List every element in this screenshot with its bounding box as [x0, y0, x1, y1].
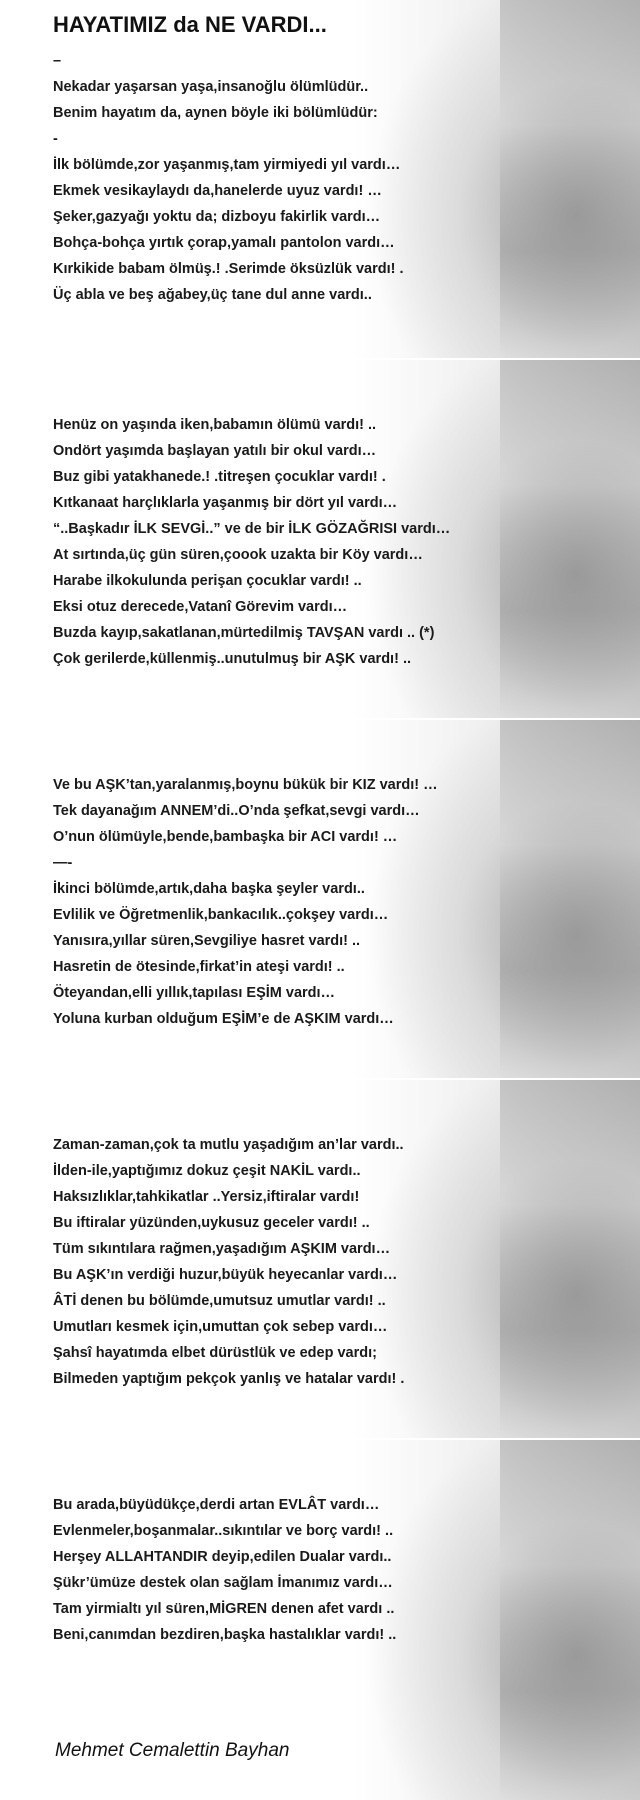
poem-line: Tüm sıkıntılara rağmen,yaşadığım AŞKIM vardı… — [53, 1241, 391, 1257]
poem-line: Çok gerilerde,küllenmiş..unutulmuş bir AŞK vardı! .. — [53, 651, 412, 667]
poem-panel-5 — [0, 1440, 640, 1800]
poem-line: Öteyandan,elli yıllık,tapılası EŞİM vardı… — [53, 985, 336, 1001]
poem-line: At sırtında,üç gün süren,çoook uzakta bir Köy vardı… — [53, 547, 423, 563]
poem-line: Harabe ilkokulunda perişan çocuklar vardı! .. — [53, 573, 362, 589]
stanza-1 — [53, 48, 404, 308]
poem-line: Kıtkanaat harçlıklarla yaşanmış bir dört yıl vardı… — [53, 495, 398, 511]
poem-line: Henüz on yaşında iken,babamın ölümü vardı! .. — [53, 417, 377, 433]
poem-line: —- — [53, 855, 73, 871]
poem-line: Umutları kesmek için,umuttan çok sebep vardı… — [53, 1319, 388, 1335]
poem-title: HAYATIMIZ da NE VARDI... — [53, 12, 327, 37]
stanza-5 — [53, 1492, 396, 1648]
poem-line: İlden-ile,yaptığımız dokuz çeşit NAKİL vardı.. — [53, 1163, 361, 1179]
poem-line: Eksi otuz derecede,Vatanî Görevim vardı… — [53, 599, 348, 615]
poem-line: Ondört yaşımda başlayan yatılı bir okul vardı… — [53, 443, 377, 459]
poem-line: Şahsî hayatımda elbet dürüstlük ve edep vardı; — [53, 1345, 377, 1361]
poem-line: Yoluna kurban olduğum EŞİM’e de AŞKIM vardı… — [53, 1011, 394, 1027]
poem-line: Herşey ALLAHTANDIR deyip,edilen Dualar vardı.. — [53, 1549, 392, 1565]
poem-line: – — [53, 53, 62, 69]
poem-line: O’nun ölümüyle,bende,bambaşka bir ACI vardı! … — [53, 829, 398, 845]
poem-line: Şükr’ümüze destek olan sağlam İmanımız vardı… — [53, 1575, 393, 1591]
poem-line: Zaman-zaman,çok ta mutlu yaşadığım an’lar vardı.. — [53, 1137, 404, 1153]
author-name: Mehmet Cemalettin Bayhan — [55, 1740, 290, 1761]
poem-line: Yanısıra,yıllar süren,Sevgiliye hasret vardı! .. — [53, 933, 361, 949]
poem-line: Kırkikide babam ölmüş.! .Serimde öksüzlük vardı! . — [53, 261, 404, 277]
poem-line: Ekmek vesikaylaydı da,hanelerde uyuz vardı! … — [53, 183, 382, 199]
poem-line: “..Başkadır İLK SEVGİ..” ve de bir İLK GÖZAĞRISI vardı… — [53, 521, 451, 537]
poem-panel-1 — [0, 0, 640, 358]
poem-line: Buzda kayıp,sakatlanan,mürtedilmiş TAVŞAN vardı .. (*) — [53, 625, 435, 641]
poem-line: Ve bu AŞK’tan,yaralanmış,boynu bükük bir KIZ vardı! … — [53, 777, 438, 793]
poem-line: ÂTİ denen bu bölümde,umutsuz umutlar vardı! .. — [53, 1293, 386, 1309]
poem-line: Hasretin de ötesinde,firkat’in ateşi vardı! .. — [53, 959, 345, 975]
poem-line: Üç abla ve beş ağabey,üç tane dul anne vardı.. — [53, 287, 372, 303]
poem-line: Bilmeden yaptığım pekçok yanlış ve hatalar vardı! . — [53, 1371, 405, 1387]
poem-line: Haksızlıklar,tahkikatlar ..Yersiz,iftiralar vardı! — [53, 1189, 360, 1205]
poem-panel-2 — [0, 360, 640, 718]
poem-panel-3 — [0, 720, 640, 1078]
poem-panel-4 — [0, 1080, 640, 1438]
poem-line: İkinci bölümde,artık,daha başka şeyler vardı.. — [53, 881, 365, 897]
poem-line: Nekadar yaşarsan yaşa,insanoğlu ölümlüdür.. — [53, 79, 369, 95]
poem-line: Bu AŞK’ın verdiği huzur,büyük heyecanlar vardı… — [53, 1267, 398, 1283]
poem-line: Bu iftiralar yüzünden,uykusuz geceler vardı! .. — [53, 1215, 370, 1231]
poem-line: Bu arada,büyüdükçe,derdi artan EVLÂT vardı… — [53, 1497, 380, 1513]
poem-line: Evlilik ve Öğretmenlik,bankacılık..çokşey vardı… — [53, 907, 389, 923]
poem-line: Buz gibi yatakhanede.! .titreşen çocuklar vardı! . — [53, 469, 386, 485]
poem-line: Beni,canımdan bezdiren,başka hastalıklar vardı! .. — [53, 1627, 397, 1643]
stanza-3 — [53, 772, 438, 1032]
poem-line: Bohça-bohça yırtık çorap,yamalı pantolon vardı… — [53, 235, 395, 251]
poem-line: Tam yirmialtı yıl süren,MİGREN denen afet vardı .. — [53, 1601, 395, 1617]
poem-line: Evlenmeler,boşanmalar..sıkıntılar ve borç vardı! .. — [53, 1523, 394, 1539]
stanza-4 — [53, 1132, 404, 1392]
poem-line: - — [53, 131, 58, 147]
poem-line: Şeker,gazyağı yoktu da; dizboyu fakirlik vardı… — [53, 209, 381, 225]
poem-line: İlk bölümde,zor yaşanmış,tam yirmiyedi yıl vardı… — [53, 157, 401, 173]
stanza-2 — [53, 412, 450, 672]
poem-line: Tek dayanağım ANNEM’di..O’nda şefkat,sevgi vardı… — [53, 803, 420, 819]
poem-line: Benim hayatım da, aynen böyle iki bölümlüdür: — [53, 105, 378, 121]
